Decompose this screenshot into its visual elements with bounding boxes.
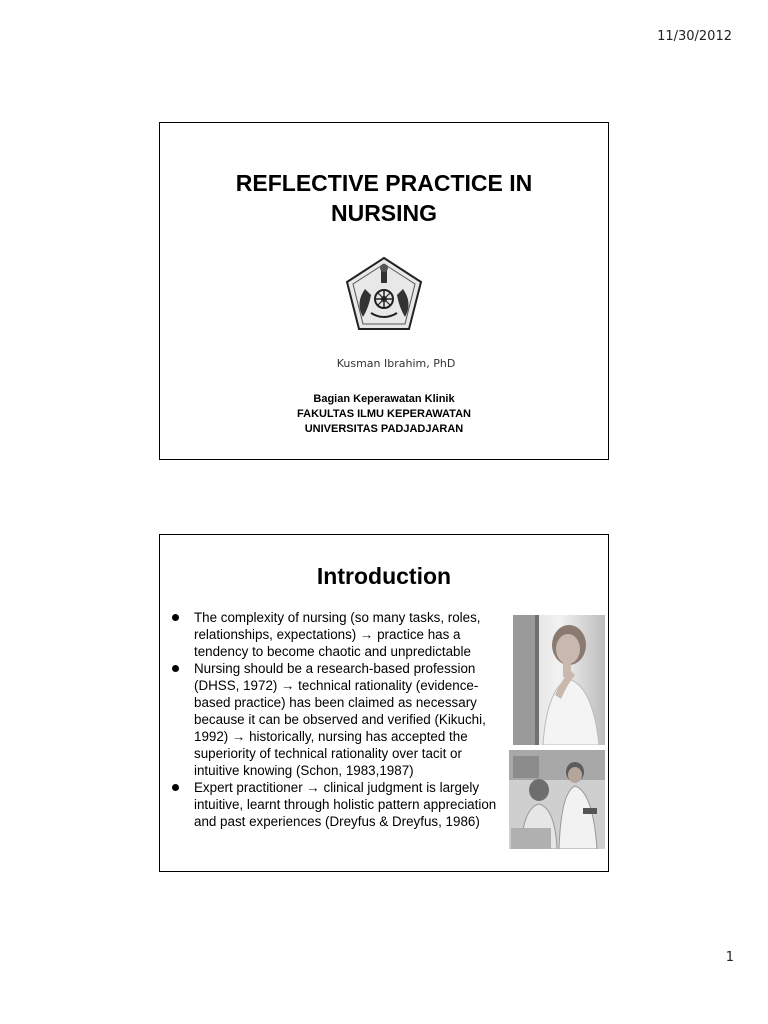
nurse-with-patient-photo (509, 750, 605, 849)
page-number: 1 (725, 950, 734, 965)
affiliation-line: Bagian Keperawatan Klinik (313, 393, 455, 405)
affiliation-line: FAKULTAS ILMU KEPERAWATAN (297, 408, 471, 420)
bullet-item: Expert practitioner → clinical judgment is largely intuitive, learnt through holistic pattern appreciation and past experiences (Dreyfus & Dreyfus, 1986) (169, 779, 511, 830)
bullet-list (169, 609, 511, 830)
bullet-item: The complexity of nursing (so many tasks, roles, relationships, expectations) → practice has a tendency to become chaotic and unpredictable (169, 609, 511, 660)
author-name: Kusman Ibrahim, PhD (336, 357, 456, 370)
affiliation (160, 392, 608, 437)
university-seal-icon (341, 255, 427, 337)
bullet-item: Nursing should be a research-based profession (DHSS, 1972) → technical rationality (evidence-based practice) has been claimed as necessary because it can be observed and verified (Kikuchi, 1992) → historically, nursing has accepted the superiority of technical rationality over tacit or intuitive knowing (Schon, 1983,1987) (169, 660, 511, 779)
slide-title: Introduction (316, 563, 452, 589)
introduction-slide (159, 534, 609, 872)
affiliation-line: UNIVERSITAS PADJADJARAN (304, 423, 464, 435)
nurse-portrait-photo (513, 615, 605, 745)
slide-title-line: NURSING (330, 200, 438, 226)
page-date: 11/30/2012 (657, 29, 732, 44)
title-slide (159, 122, 609, 460)
slide-title (160, 168, 608, 228)
slide-title-line: REFLECTIVE PRACTICE IN (235, 170, 533, 196)
